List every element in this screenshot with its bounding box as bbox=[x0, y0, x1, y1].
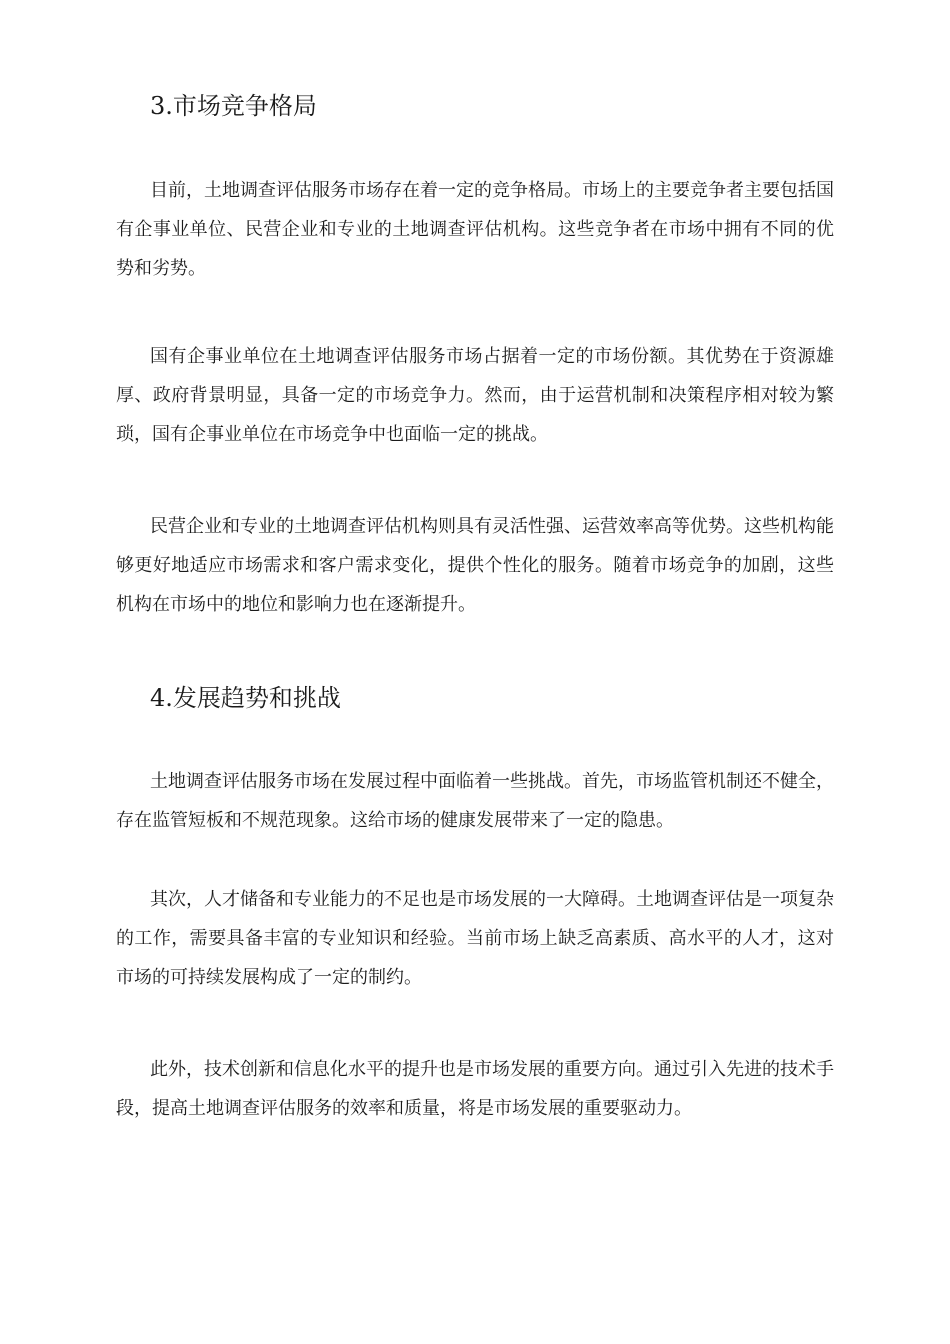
paragraph-private-enterprises: 民营企业和专业的土地调查评估机构则具有灵活性强、运营效率高等优势。这些机构能够更好地适应市场需求和客户需求变化，提供个性化的服务。随着市场竞争的加剧，这些机构在市场中的地位和影响力也在逐渐提升。 bbox=[116, 516, 834, 615]
paragraph-regulation-challenges: 土地调查评估服务市场在发展过程中面临着一些挑战。首先，市场监管机制还不健全，存在监管短板和不规范现象。这给市场的健康发展带来了一定的隐患。 bbox=[116, 771, 834, 831]
paragraph-state-owned-enterprises: 国有企事业单位在土地调查评估服务市场占据着一定的市场份额。其优势在于资源雄厚、政府背景明显，具备一定的市场竞争力。然而，由于运营机制和决策程序相对较为繁琐，国有企事业单位在市场竞争中也面临一定的挑战。 bbox=[116, 346, 834, 445]
paragraph-competition-overview: 目前，土地调查评估服务市场存在着一定的竞争格局。市场上的主要竞争者主要包括国有企事业单位、民营企业和专业的土地调查评估机构。这些竞争者在市场中拥有不同的优势和劣势。 bbox=[116, 180, 834, 279]
paragraph-technology-innovation: 此外，技术创新和信息化水平的提升也是市场发展的重要方向。通过引入先进的技术手段，提高土地调查评估服务的效率和质量，将是市场发展的重要驱动力。 bbox=[116, 1059, 834, 1119]
section-heading-market-competition: 3.市场竞争格局 bbox=[150, 92, 317, 120]
paragraph-talent-shortage: 其次，人才储备和专业能力的不足也是市场发展的一大障碍。土地调查评估是一项复杂的工作，需要具备丰富的专业知识和经验。当前市场上缺乏高素质、高水平的人才，这对市场的可持续发展构成了一定的制约。 bbox=[116, 889, 834, 988]
section-heading-trends-challenges: 4.发展趋势和挑战 bbox=[150, 684, 341, 712]
